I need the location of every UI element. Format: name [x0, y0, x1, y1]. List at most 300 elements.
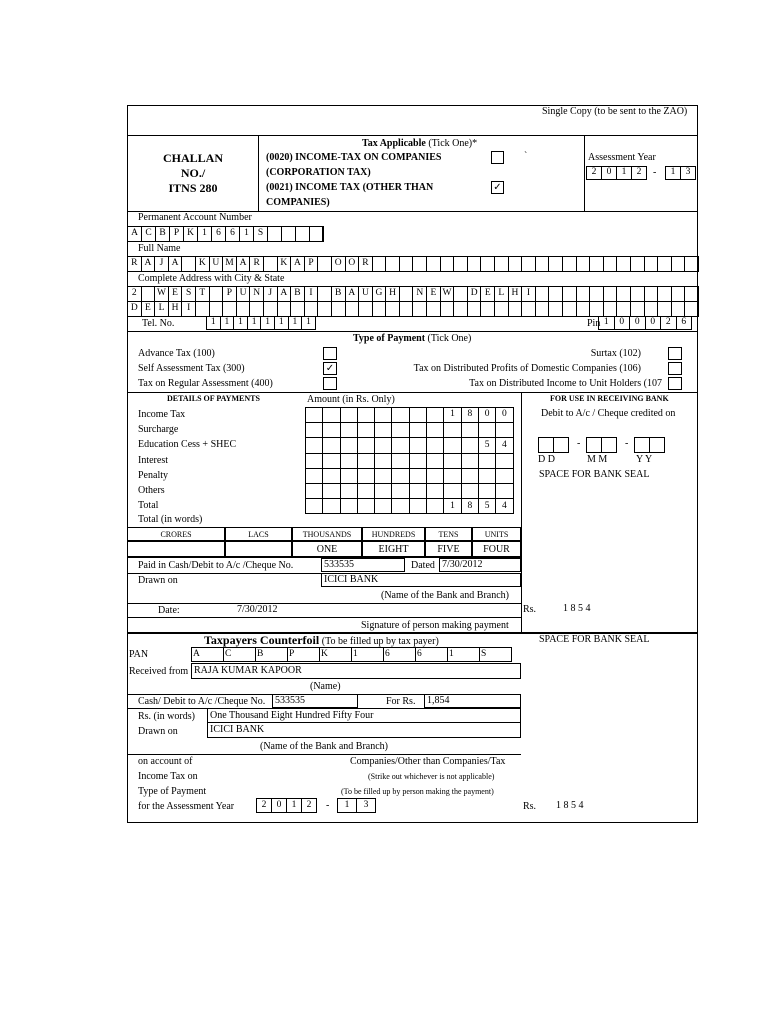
received-from-field[interactable]: RAJA KUMAR KAPOOR — [191, 663, 521, 679]
amount-digit — [478, 453, 496, 469]
pan-boxes — [127, 226, 323, 242]
pan-char: C — [141, 226, 156, 242]
address-char: H — [168, 301, 183, 317]
amount-digit — [461, 422, 479, 438]
address-char — [603, 286, 618, 302]
amount-digit — [443, 437, 461, 453]
amount-digit — [391, 498, 409, 514]
amount-digit — [426, 498, 444, 514]
regular-assessment-label: Tax on Regular Assessment (400) — [138, 378, 273, 389]
address-char: W — [154, 286, 169, 302]
address-char: 2 — [127, 286, 142, 302]
unit-header: HUNDREDS — [362, 527, 425, 541]
address-char: H — [508, 286, 523, 302]
name-char: A — [236, 256, 251, 272]
option-0020-line1: (0020) INCOME-TAX ON COMPANIES — [266, 152, 442, 163]
cf-pan-char: P — [287, 647, 320, 662]
unit-value: EIGHT — [362, 541, 425, 557]
address-char — [317, 301, 332, 317]
option-0021-line2: COMPANIES) — [266, 197, 330, 208]
amount-digit — [461, 437, 479, 453]
pin-boxes — [598, 316, 691, 330]
unit-header: TENS — [425, 527, 472, 541]
amount-digit — [357, 498, 375, 514]
amount-digit — [443, 483, 461, 499]
cf-pan-char: K — [319, 647, 352, 662]
name-char: K — [195, 256, 210, 272]
counterfoil-pan-boxes — [191, 647, 511, 662]
amount-digit: 4 — [495, 437, 513, 453]
amount-digit — [322, 468, 340, 484]
tel-digit: 1 — [301, 316, 316, 330]
cf-ay-digit: 1 — [337, 798, 357, 813]
amount-digit — [461, 468, 479, 484]
cf-pan-char: S — [479, 647, 512, 662]
cf-ay-digit: 0 — [271, 798, 287, 813]
amount-digit — [409, 422, 427, 438]
name-char — [453, 256, 468, 272]
ay-digit: 1 — [616, 166, 632, 180]
on-account-label: on account of — [138, 756, 193, 767]
amount-digit — [374, 453, 392, 469]
amount-digit — [391, 407, 409, 423]
name-char: R — [358, 256, 373, 272]
pan-char: K — [183, 226, 198, 242]
address-char: E — [426, 286, 441, 302]
name-char — [399, 256, 414, 272]
paid-by-label: Paid in Cash/Debit to A/c /Cheque No. — [138, 560, 294, 571]
checkbox-0020[interactable] — [491, 151, 504, 164]
address-char: U — [358, 286, 373, 302]
detail-amount-row — [305, 498, 513, 514]
address-char: L — [494, 286, 509, 302]
counterfoil-seal-space: SPACE FOR BANK SEAL — [539, 634, 650, 645]
unit-value — [225, 541, 292, 557]
cf-drawn-on-label: Drawn on — [138, 726, 178, 737]
amount-digit — [409, 498, 427, 514]
date-box — [634, 437, 650, 453]
tel-digit: 1 — [233, 316, 248, 330]
tel-digit: 1 — [274, 316, 289, 330]
amount-digit — [461, 483, 479, 499]
name-char: J — [154, 256, 169, 272]
address-char — [548, 301, 563, 317]
pin-digit: 2 — [660, 316, 677, 330]
address-char — [562, 301, 577, 317]
name-char — [480, 256, 495, 272]
amount-digit — [305, 437, 323, 453]
divider — [127, 392, 698, 393]
detail-label: Surcharge — [138, 424, 179, 436]
amount-digit — [461, 453, 479, 469]
pin-label: Pin — [587, 318, 601, 329]
tel-digit: 1 — [206, 316, 221, 330]
stray-mark: ` — [524, 151, 528, 162]
amount-digit — [426, 407, 444, 423]
date-box — [601, 437, 617, 453]
bank-branch-note: (Name of the Bank and Branch) — [381, 590, 510, 601]
detail-amount-row — [305, 422, 513, 438]
on-account-value: Companies/Other than Companies/Tax — [350, 756, 506, 767]
pin-digit: 0 — [629, 316, 646, 330]
name-char — [263, 256, 278, 272]
tax-applicable-heading: Tax Applicable (Tick One)* — [362, 138, 478, 149]
amount-digit — [305, 498, 323, 514]
date-value: 7/30/2012 — [237, 604, 278, 615]
drawn-on-label: Drawn on — [138, 575, 178, 586]
amount-digit: 5 — [478, 498, 496, 514]
amount-digit — [340, 437, 358, 453]
cf-ay-digit: 2 — [301, 798, 317, 813]
unit-header: THOUSANDS — [292, 527, 362, 541]
name-char: P — [304, 256, 319, 272]
amount-digit — [478, 483, 496, 499]
amount-digit — [409, 437, 427, 453]
challan-title-3: ITNS 280 — [168, 181, 218, 195]
amount-header: Amount (in Rs. Only) — [307, 394, 395, 405]
address-char — [630, 286, 645, 302]
address-char — [304, 301, 319, 317]
details-heading: DETAILS OF PAYMENTS — [167, 394, 260, 403]
checkbox-0021[interactable]: ✓ — [491, 181, 504, 194]
amount-digit — [305, 422, 323, 438]
cf-drawn-on-field[interactable]: ICICI BANK — [207, 722, 521, 738]
name-char: A — [168, 256, 183, 272]
amount-digit — [443, 453, 461, 469]
amount-digit — [374, 483, 392, 499]
detail-amount-row — [305, 407, 513, 423]
amount-digit: 8 — [461, 498, 479, 514]
divider — [258, 135, 259, 211]
name-char — [603, 256, 618, 272]
address-char — [209, 286, 224, 302]
address-char: N — [412, 286, 427, 302]
pan-char: P — [169, 226, 184, 242]
amount-digit — [340, 498, 358, 514]
address-char: J — [263, 286, 278, 302]
address-char — [616, 301, 631, 317]
amount-digit — [426, 468, 444, 484]
pin-digit: 6 — [676, 316, 693, 330]
ay-digit: 3 — [680, 166, 696, 180]
pan-char: B — [155, 226, 170, 242]
address-char: I — [304, 286, 319, 302]
amount-digit — [426, 422, 444, 438]
address-char: W — [440, 286, 455, 302]
bank-column-divider — [521, 392, 522, 632]
amount-digit — [322, 422, 340, 438]
detail-label: Total — [138, 500, 159, 512]
amount-digit — [357, 407, 375, 423]
address-char: L — [154, 301, 169, 317]
address-char — [426, 301, 441, 317]
address-char — [249, 301, 264, 317]
challan-title-2: NO./ — [180, 166, 206, 180]
address-char — [317, 286, 332, 302]
amount-digit — [426, 483, 444, 499]
address-char: D — [127, 301, 142, 317]
address-char — [576, 286, 591, 302]
amount-digit — [374, 407, 392, 423]
amount-digit — [305, 407, 323, 423]
cf-bank-note: (Name of the Bank and Branch) — [260, 741, 389, 752]
divider — [127, 603, 521, 604]
address-char — [630, 301, 645, 317]
amount-digit: 5 — [478, 437, 496, 453]
address-char — [562, 286, 577, 302]
address-char — [508, 301, 523, 317]
cf-ay-digit: 1 — [286, 798, 302, 813]
address-char: E — [168, 286, 183, 302]
address-char — [141, 286, 156, 302]
cf-pan-char: A — [191, 647, 224, 662]
cf-pan-char: C — [223, 647, 256, 662]
amount-digit: 4 — [495, 498, 513, 514]
amount-digit — [357, 437, 375, 453]
name-char — [426, 256, 441, 272]
address-char — [535, 301, 550, 317]
divider — [127, 754, 521, 755]
name-char — [508, 256, 523, 272]
name-boxes — [127, 256, 698, 272]
self-assessment-label: Self Assessment Tax (300) — [138, 363, 245, 374]
name-char — [589, 256, 604, 272]
name-char — [657, 256, 672, 272]
address-char: A — [345, 286, 360, 302]
address-char — [589, 286, 604, 302]
amount-digit — [495, 453, 513, 469]
name-char: M — [222, 256, 237, 272]
address-char — [440, 301, 455, 317]
name-char — [440, 256, 455, 272]
counterfoil-heading: Taxpayers Counterfoil (To be filled up by tax payer) — [204, 633, 439, 647]
amount-digit — [374, 422, 392, 438]
name-char — [372, 256, 387, 272]
cash-debit-label: Cash/ Debit to A/c /Cheque No. — [138, 696, 266, 707]
ay-dash: - — [653, 167, 657, 178]
name-char — [548, 256, 563, 272]
amount-digit — [322, 453, 340, 469]
pan-char — [267, 226, 282, 242]
address-char — [576, 301, 591, 317]
amount-digit — [322, 407, 340, 423]
amount-digit — [478, 422, 496, 438]
address-char — [372, 301, 387, 317]
tel-label: Tel. No. — [142, 318, 175, 329]
address-char: I — [521, 286, 536, 302]
address-char — [535, 286, 550, 302]
amount-digit — [340, 453, 358, 469]
date-box — [586, 437, 602, 453]
checkbox-surtax[interactable] — [668, 347, 682, 360]
name-char — [644, 256, 659, 272]
amount-digit — [391, 483, 409, 499]
rs-in-words-field[interactable]: One Thousand Eight Hundred Fifty Four — [207, 708, 521, 723]
pan-char — [295, 226, 310, 242]
ay-digit: 0 — [601, 166, 617, 180]
amount-digit — [409, 407, 427, 423]
tel-digit: 1 — [247, 316, 262, 330]
income-tax-on-label: Income Tax on — [138, 771, 198, 782]
date-label: Date: — [158, 605, 180, 616]
amount-digit — [357, 468, 375, 484]
ay-digit: 2 — [631, 166, 647, 180]
amount-digit — [374, 468, 392, 484]
address-char: A — [277, 286, 292, 302]
detail-amount-row — [305, 453, 513, 469]
amount-digit — [340, 422, 358, 438]
address-char — [644, 301, 659, 317]
name-char — [562, 256, 577, 272]
address-char — [331, 301, 346, 317]
address-char — [467, 301, 482, 317]
cf-pan-char: 6 — [415, 647, 448, 662]
dd-label: D D — [538, 454, 555, 465]
amount-digit — [357, 422, 375, 438]
amount-digit — [305, 468, 323, 484]
detail-amount-row — [305, 437, 513, 453]
amount-digit — [340, 483, 358, 499]
address-char — [263, 301, 278, 317]
rs-in-words-label: Rs. (in words) — [138, 711, 195, 722]
divider — [584, 135, 585, 211]
address-char: N — [249, 286, 264, 302]
address-char — [453, 286, 468, 302]
address-char — [358, 301, 373, 317]
name-char: K — [277, 256, 292, 272]
for-rs-field[interactable]: 1,854 — [424, 694, 521, 708]
cf-pan-char: 6 — [383, 647, 416, 662]
bank-date-mm — [586, 437, 616, 453]
pan-label: Permanent Account Number — [138, 212, 252, 223]
address-char — [209, 301, 224, 317]
bank-rs-value: 1 8 5 4 — [563, 603, 591, 614]
cheque-no-field[interactable]: 533535 — [321, 558, 405, 572]
address-label: Complete Address with City & State — [138, 273, 285, 284]
address-char: D — [467, 286, 482, 302]
tel-digit: 1 — [288, 316, 303, 330]
detail-label: Interest — [138, 454, 168, 466]
name-char — [412, 256, 427, 272]
unit-value: ONE — [292, 541, 362, 557]
date-box — [649, 437, 665, 453]
address-char — [521, 301, 536, 317]
bank-use-heading: FOR USE IN RECEIVING BANK — [550, 394, 669, 403]
debit-credit-label: Debit to A/c / Cheque credited on — [541, 408, 676, 419]
amount-digit — [340, 407, 358, 423]
checkbox-distributed-profits[interactable] — [668, 362, 682, 375]
address-char: E — [480, 286, 495, 302]
tel-digit: 1 — [220, 316, 235, 330]
cf-ay-digit: 2 — [256, 798, 272, 813]
name-char — [521, 256, 536, 272]
pan-char: 1 — [239, 226, 254, 242]
pan-char: 6 — [225, 226, 240, 242]
mm-label: M M — [587, 454, 608, 465]
distributed-profits-label: Tax on Distributed Profits of Domestic Companies (106) — [413, 363, 641, 374]
counterfoil-cheque-field[interactable]: 533535 — [272, 694, 358, 708]
cf-rs-value: 1 8 5 4 — [556, 800, 584, 811]
name-char — [616, 256, 631, 272]
detail-label: Income Tax — [138, 409, 186, 420]
address-char: H — [385, 286, 400, 302]
assessment-year-end — [665, 166, 695, 180]
divider — [127, 331, 698, 332]
assessment-year-label: Assessment Year — [588, 152, 656, 163]
cf-rs-label: Rs. — [523, 801, 537, 812]
unit-value — [127, 541, 225, 557]
pan-char — [309, 226, 324, 242]
unit-value: FIVE — [425, 541, 472, 557]
amount-digit — [357, 453, 375, 469]
bank-date-yy — [634, 437, 664, 453]
for-rs-label: For Rs. — [386, 696, 416, 707]
name-char: A — [290, 256, 305, 272]
address-char — [236, 301, 251, 317]
detail-amount-row — [305, 483, 513, 499]
amount-digit — [322, 498, 340, 514]
address-line2-boxes — [127, 301, 698, 317]
amount-digit — [495, 422, 513, 438]
cf-ay-digit: 3 — [356, 798, 376, 813]
unit-header: CRORES — [127, 527, 225, 541]
address-char — [603, 301, 618, 317]
amount-digit — [305, 453, 323, 469]
amount-digit — [374, 437, 392, 453]
address-char — [453, 301, 468, 317]
pan-char: 1 — [197, 226, 212, 242]
amount-digit — [409, 468, 427, 484]
divider — [127, 617, 521, 618]
address-char — [657, 301, 672, 317]
option-0021-line1: (0021) INCOME TAX (OTHER THAN — [266, 182, 434, 193]
strike-note: (Strike out whichever is not applicable) — [368, 772, 495, 781]
address-line1-boxes — [127, 286, 698, 302]
address-char — [671, 301, 686, 317]
detail-amount-row — [305, 468, 513, 484]
address-char — [684, 301, 699, 317]
address-char — [644, 286, 659, 302]
address-char: S — [181, 286, 196, 302]
single-copy-note: Single Copy (to be sent to the ZAO) — [542, 106, 688, 117]
bank-seal-space: SPACE FOR BANK SEAL — [539, 469, 650, 480]
address-char: I — [181, 301, 196, 317]
received-from-label: Received from — [129, 666, 189, 677]
address-char: U — [236, 286, 251, 302]
bank-date-dd — [538, 437, 568, 453]
drawn-on-field[interactable]: ICICI BANK — [321, 573, 521, 587]
name-char — [385, 256, 400, 272]
name-char — [467, 256, 482, 272]
pan-char — [281, 226, 296, 242]
checkbox-self-assessment[interactable]: ✓ — [323, 362, 337, 375]
dated-label: Dated — [411, 560, 435, 571]
amount-digit — [391, 468, 409, 484]
amount-digit — [443, 422, 461, 438]
unit-header: UNITS — [472, 527, 521, 541]
tel-digit: 1 — [260, 316, 275, 330]
type-of-payment-label: Type of Payment — [138, 786, 207, 797]
checkbox-regular-assessment[interactable] — [323, 377, 337, 390]
address-char — [589, 301, 604, 317]
pan-char: S — [253, 226, 268, 242]
checkbox-advance-tax[interactable] — [323, 347, 337, 360]
checkbox-distributed-income[interactable] — [668, 377, 682, 390]
dated-field[interactable]: 7/30/2012 — [439, 558, 521, 572]
yy-label: Y Y — [636, 454, 653, 465]
name-char — [317, 256, 332, 272]
ay-digit: 2 — [586, 166, 602, 180]
